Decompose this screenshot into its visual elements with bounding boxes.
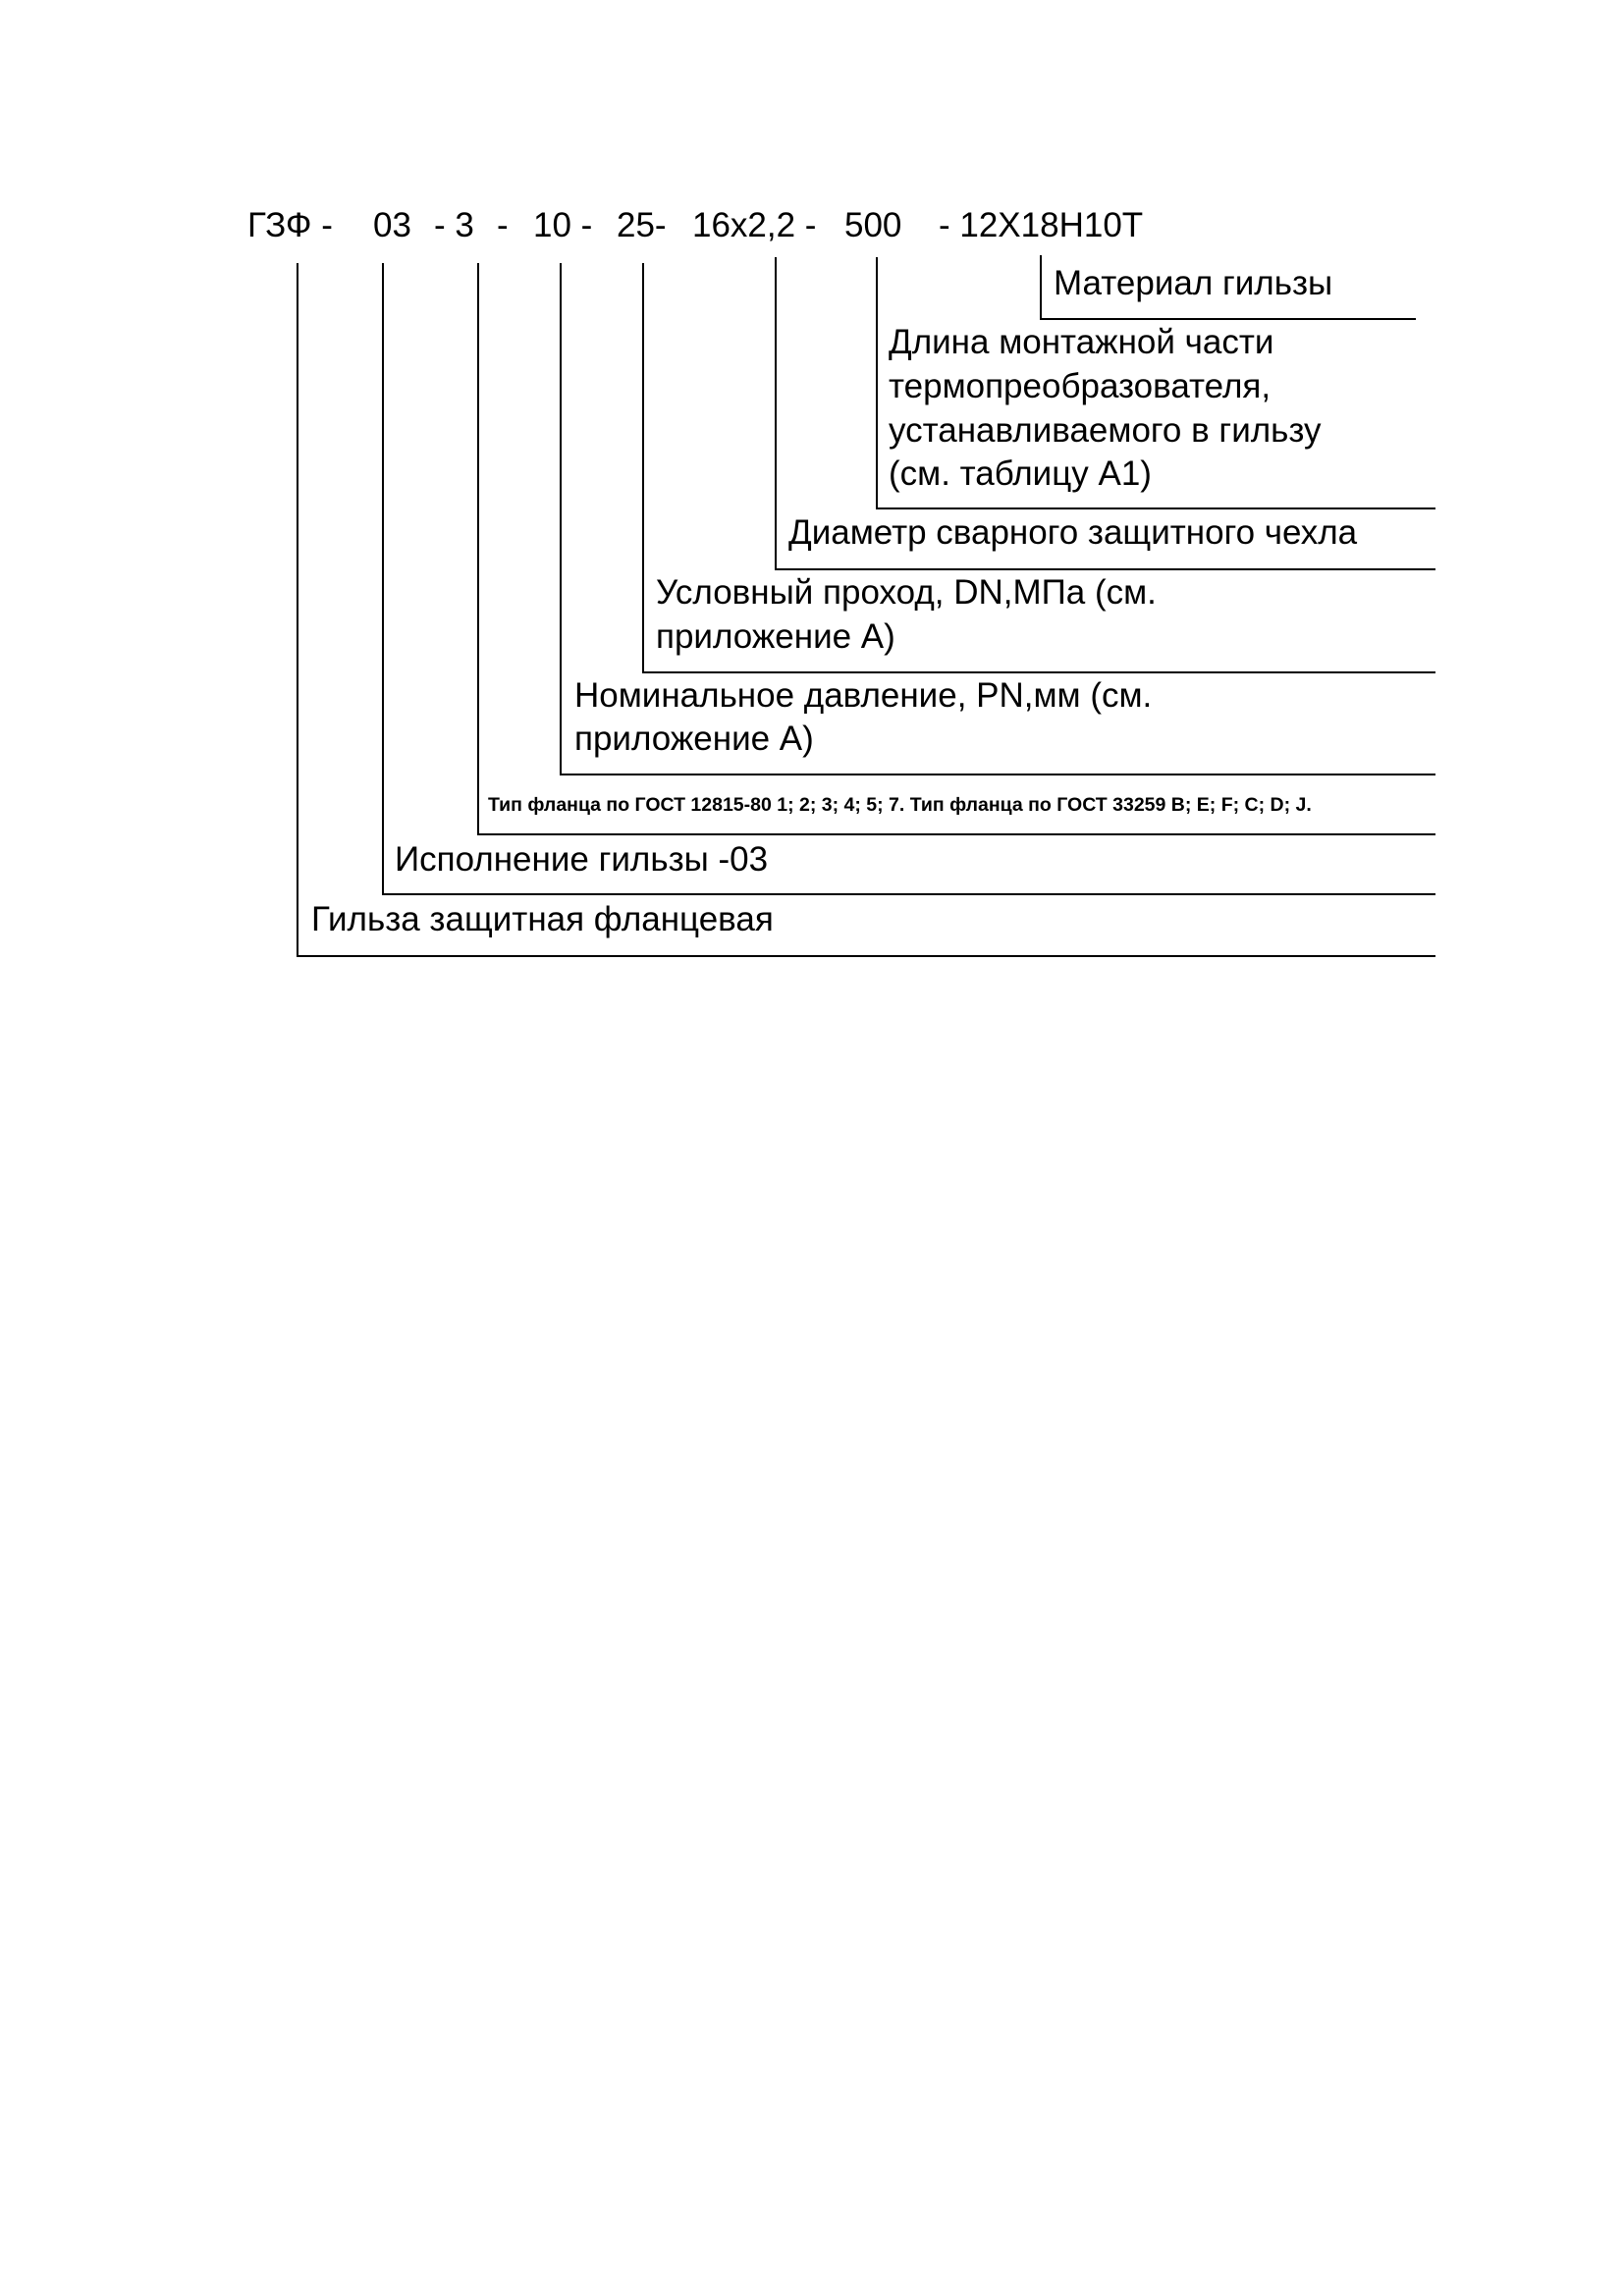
- label-length-line-2: термопреобразователя,: [889, 367, 1272, 405]
- label-dn-line-2: приложение А): [656, 617, 895, 656]
- label-length-line-4: (см. таблицу А1): [889, 454, 1152, 493]
- code-part-dn: 25-: [617, 206, 667, 244]
- label-flange-type: Тип фланца по ГОСТ 12815-80 1; 2; 3; 4; 5; 7. Тип фланца по ГОСТ 33259 B; E; F; C; D; J.: [488, 794, 1312, 816]
- code-part-material: - 12Х18Н10Т: [939, 206, 1144, 244]
- label-length-line-3: устанавливаемого в гильзу: [889, 411, 1322, 450]
- label-dn-line-1: Условный проход, DN,МПа (см.: [656, 573, 1157, 612]
- labels: [311, 264, 1358, 938]
- label-diameter: Диаметр сварного защитного чехла: [788, 513, 1358, 552]
- label-material: Материал гильзы: [1054, 264, 1333, 302]
- code-part-length: 500: [844, 206, 902, 244]
- label-sleeve: Гильза защитная фланцевая: [311, 900, 774, 938]
- label-pn-line-1: Номинальное давление, PN,мм (см.: [574, 676, 1153, 715]
- code-part-dash: -: [497, 206, 509, 244]
- label-length-line-1: Длина монтажной части: [889, 323, 1274, 361]
- code-part-flange-type: - 3: [434, 206, 474, 244]
- code-part-version: 03: [373, 206, 411, 244]
- code-part-pn: 10 -: [533, 206, 593, 244]
- code-part-gzf: ГЗФ -: [247, 206, 333, 244]
- label-version: Исполнение гильзы -03: [395, 840, 769, 879]
- label-pn-line-2: приложение А): [574, 720, 814, 758]
- code-part-diameter: 16х2,2 -: [692, 206, 817, 244]
- designation-code: [247, 206, 1143, 244]
